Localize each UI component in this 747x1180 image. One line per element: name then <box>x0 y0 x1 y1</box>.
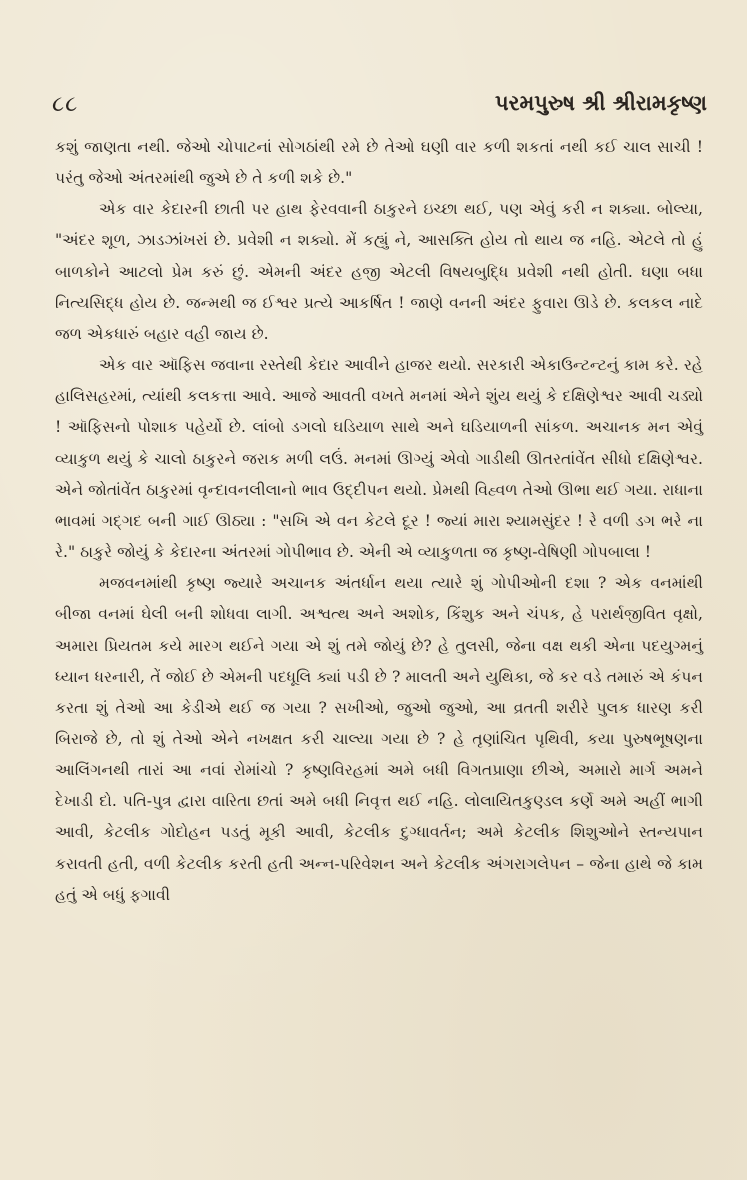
body-text <box>55 132 703 911</box>
paragraph: એક વાર કેદારની છાતી પર હાથ ફેરવવાની ઠાકુરને ઇચ્છા થઈ, પણ એવું કરી ન શક્યા. બોલ્યા, "અંદર શૂળ, ઝાડઝાંખરાં છે. પ્રવેશી ન શક્યો. મેં કહ્યું ને, આસક્તિ હોય તો થાય જ નહિ. એટલે તો હું બાળકોને આટલો પ્રેમ કરું છું. એમની અંદર હજી એટલી વિષયબુદ્ધિ પ્રવેશી નથી હોતી. ઘણા બધા નિત્યસિદ્ધ હોય છે. જન્મથી જ ઈશ્વર પ્રત્યે આકર્ષિત ! જાણે વનની અંદર ફુવારા ઊડે છે. કલકલ નાદે જળ એકધારું બહાર વહી જાય છે. <box>55 200 703 343</box>
paragraph: એક વાર ઑફિસ જવાના રસ્તેથી કેદાર આવીને હાજર થયો. સરકારી એકાઉન્ટન્ટનું કામ કરે. રહે હાલિસહરમાં, ત્યાંથી કલકત્તા આવે. આજે આવતી વખતે મનમાં એને શુંય થયું કે દક્ષિણેશ્વર આવી ચડ્યો ! ઑફિસનો પોશાક પહેર્યો છે. લાંબો ડગલો ઘડિયાળ સાથે અને ઘડિયાળની સાંકળ. અચાનક મન એવું વ્યાકુળ થયું કે ચાલો ઠાકુરને જરાક મળી લઉં. મનમાં ઊગ્યું એવો ગાડીથી ઊતરતાંવેંત સીધો દક્ષિણેશ્વર. એને જોતાંવેંત ઠાકુરમાં વૃન્દાવનલીલાનો ભાવ ઉદ્દીપન થયો. પ્રેમથી વિહ્વળ તેઓ ઊભા થઈ ગયા. રાધાના ભાવમાં ગદ્ગદ બની ગાઈ ઊઠ્યા : "સખિ એ વન કેટલે દૂર ! જ્યાં મારા શ્યામસુંદર ! રે વળી ડગ ભરે ના રે." ઠાકુરે જોયું કે કેદારના અંતરમાં ગોપીભાવ છે. એની એ વ્યાકુળતા જ કૃષ્ણ-વેષિણી ગોપબાલા ! <box>55 356 703 562</box>
page-number: ૮૮ <box>52 92 79 117</box>
paragraph: મજવનમાંથી કૃષ્ણ જ્યારે અચાનક અંતર્ધાન થયા ત્યારે શું ગોપીઓની દશા ? એક વનમાંથી બીજા વનમાં ઘેલી બની શોધવા લાગી. અશ્વત્થ અને અશોક, કિંશુક અને ચંપક, હે પરાર્થજીવિત વૃક્ષો, અમારા પ્રિયતમ કયે મારગ થઈને ગયા એ શું તમે જોયું છે? હે તુલસી, જેના વક્ષ થકી એના પદયુગ્મનું ધ્યાન ધરનારી, તેં જોઈ છે એમની પદધૂલિ ક્યાં પડી છે ? માલતી અને યુથિકા, જે કર વડે તમારું એ કંપન કરતા શું તેઓ આ કેડીએ થઈ જ ગયા ? સખીઓ, જુઓ જુઓ, આ વ્રતતી શરીરે પુલક ધારણ કરી બિરાજે છે, તો શું તેઓ એને નખક્ષત કરી ચાલ્યા ગયા છે ? હે તૃણાંચિત પૃથિવી, કયા પુરુષભૂષણના આલિંગનથી તારાં આ નવાં રોમાંચો ? કૃષ્ણવિરહમાં અમે બધી વિગતપ્રાણા છીએ, અમારો માર્ગ અમને દેખાડી દો. પતિ-પુત્ર દ્વારા વારિતા છતાં અમે બધી નિવૃત્ત થઈ નહિ. લોલાયિતકુણ્ડલ કર્ણે અમે અહીં ભાગી આવી, કેટલીક ગોદોહન પડતું મૂકી આવી, કેટલીક દુગ્ધાવર્તન; અમે કેટલીક શિશુઓને સ્તન્યપાન કરાવતી હતી, વળી કેટલીક કરતી હતી અન્ન-પરિવેશન અને કેટલીક અંગરાગલેપન – જેના હાથે જે કામ હતું એ બધું ફગાવી <box>55 574 703 904</box>
running-title: પરમપુરુષ શ્રી શ્રીરામકૃષ્ણ <box>494 90 707 115</box>
paragraph: કશું જાણતા નથી. જેઓ ચોપાટનાં સોગઠાંથી રમે છે તેઓ ઘણી વાર કળી શકતાં નથી કઈ ચાલ સાચી ! પરંતુ જેઓ અંતરમાંથી જુએ છે તે કળી શકે છે." <box>55 138 703 188</box>
